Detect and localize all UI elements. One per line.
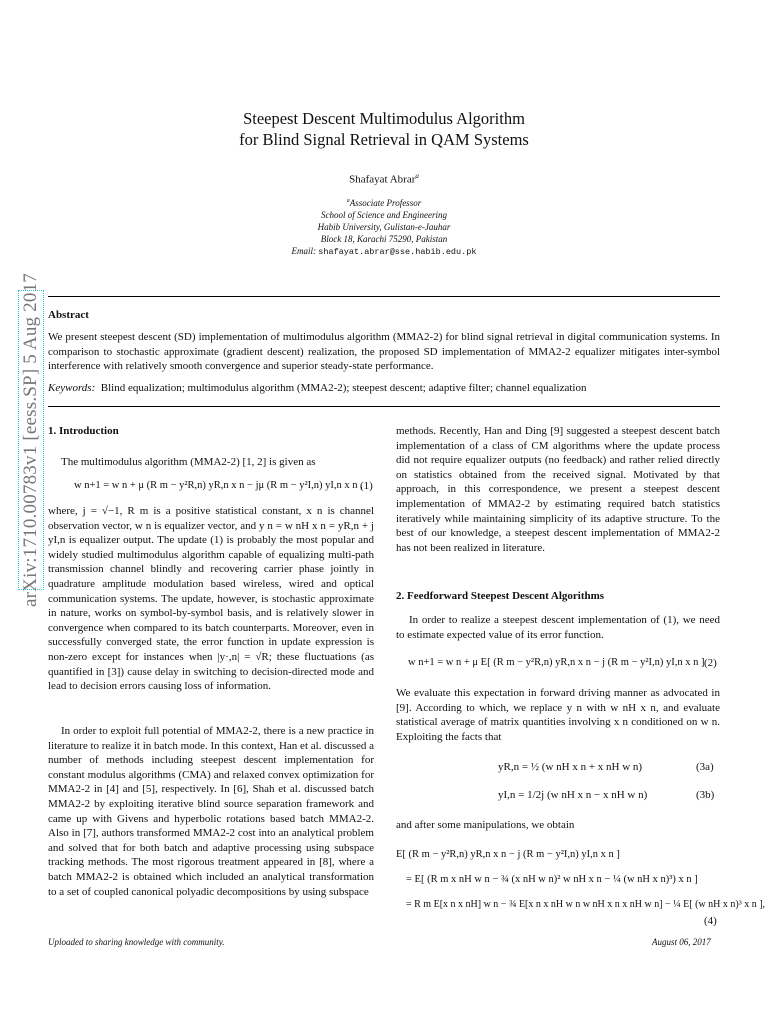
section-introduction-heading: 1. Introduction [48, 425, 119, 437]
arxiv-stamp: arXiv:1710.00783v1 [eess.SP] 5 Aug 2017 [20, 273, 41, 607]
affiliation-email: Email: shafayat.abrar@sse.habib.edu.pk [291, 246, 477, 257]
affiliation-mark: a [346, 198, 350, 204]
affiliation-school: School of Science and Engineering [321, 210, 447, 220]
equation-1-number: (1) [360, 480, 373, 492]
equation-4-number: (4) [704, 915, 717, 927]
right-paragraph-3: We evaluate this expectation in forward driving manner as advocated in [9]. According to which, we replace y n with w nH x n, and evaluate statistical average of matrix quantities involving x n conditioned on w n. Exploiting the facts that [396, 687, 720, 743]
footer-left: Uploaded to sharing knowledge with community. [48, 937, 225, 947]
abstract-heading: Abstract [48, 309, 89, 321]
affiliation-role: $^a$Associate Professor [346, 198, 422, 208]
equation-2: w n+1 = w n + μ E[ (R m − y²R,n) yR,n x n − j (R m − y²I,n) yI,n x n ] [408, 657, 705, 668]
equation-3a: yR,n = ½ (w nH x n + x nH w n) [498, 761, 643, 773]
author-name [0, 172, 768, 186]
intro-paragraph-2: where, j = √−1, R m is a positive statistical constant, x n is channel observation vector, w n is equalizer vector, and y n = w nH x n = yR,n + j yI,n is equalizer output. The update (1) is probably the most popular and widely studied multimodulus algorithm capable of equalizing multi-path transmission channel blindly and recovering carrier phase jointly in quadrature amplitude modulation based wireless, wired and optical communication systems. The update, however, is stochastic approximate in nature, works on symbol-by-symbol basis, and is relatively slower in convergence when compared to its batch counterparts. Moreover, even in successfully converged state, the error function in update expression is non-zero except for instances when |y·,n| = √R; these fluctuations (as quantified in [3]) cause delay in switching to decision-directed mode and lead to decision errors causing loss of information. [48, 505, 374, 693]
author-text: Shafayat Abrar [349, 173, 416, 186]
email-link[interactable]: shafayat.abrar@sse.habib.edu.pk [318, 247, 477, 257]
author-mark: a [415, 172, 419, 180]
equation-4-line-2: = E[ (R m x nH w n − ¾ (x nH w n)² w nH x n − ¼ (w nH x n)³) x n ] [406, 874, 698, 885]
right-paragraph-4: and after some manipulations, we obtain [396, 819, 575, 831]
paper-title [0, 108, 768, 150]
right-paragraph-1: methods. Recently, Han and Ding [9] suggested a steepest descent batch implementation of a class of CM algorithms where the update process did not require equalizer outputs (no feedback) and rather relied directly on statistics obtained from the received signal. Motivated by that approach, in this correspondence, we present a steepest descent implementation of MMA2-2 by estimating required batch statistics iteratively while maintaining simplicity of its adaptive structure. To the best of our knowledge, a steepest descent implementation of MMA2-2 has not been realized in literature. [396, 425, 720, 554]
bottom-rule [48, 406, 720, 407]
equation-3b: yI,n = 1/2j (w nH x n − x nH w n) [498, 789, 648, 801]
affiliation-university: Habib University, Gulistan-e-Jauhar [317, 222, 451, 232]
title-line-1: Steepest Descent Multimodulus Algorithm [243, 109, 525, 128]
top-rule [48, 296, 720, 297]
equation-3b-number: (3b) [696, 789, 715, 801]
equation-1: w n+1 = w n + μ (R m − y²R,n) yR,n x n − jμ (R m − y²I,n) yI,n x n , [74, 480, 363, 491]
keywords-text: Blind equalization; multimodulus algorithm (MMA2-2); steepest descent; adaptive filter; channel equalization [100, 382, 587, 394]
keywords-label: Keywords: [48, 382, 96, 394]
affiliation-block [0, 195, 768, 258]
footer-date: August 06, 2017 [652, 937, 711, 947]
intro-paragraph-3: In order to exploit full potential of MMA2-2, there is a new practice in literature to realize it in batch mode. In this context, Han et al. discussed a number of methods including steepest descent implementation for constant modulus algorithms (CMA) and relaxed convex optimization for MMA2-2 in [4] and [5], respectively. In [6], Shah et al. discussed batch MMA2-2 by exploiting iterative blind source separation framework and came up with Givens and hyperbolic rotations based batch MMA2-2. Also in [7], authors transformed MMA2-2 cost into an analytical problem and solved that for both batch and adaptive processing using subspace tracking methods. The most rigorous treatment appeared in [8], where a batch MMA2-2 is obtained which included an analytical transformation to a set of coupled canonical polyadic decompositions by using subspace [48, 725, 374, 898]
intro-paragraph-1: The multimodulus algorithm (MMA2-2) [1, 2] is given as [61, 456, 316, 468]
section-feedforward-heading: 2. Feedforward Steepest Descent Algorithms [396, 590, 605, 602]
right-paragraph-2: In order to realize a steepest descent implementation of (1), we need to estimate expected value of its error function. [396, 614, 720, 641]
abstract-text: We present steepest descent (SD) implementation of multimodulus algorithm (MMA2-2) for blind signal retrieval in digital communication systems. In comparison to stochastic approximate (gradient descent) realization, the proposed SD implementation of MMA2-2 equalizer mitigates inter-symbol interference with relatively smooth convergence and superior steady-state performance. [48, 331, 720, 372]
equation-4-line-1: E[ (R m − y²R,n) yR,n x n − j (R m − y²I,n) yI,n x n ] [396, 849, 620, 860]
equation-2-number: (2) [704, 657, 717, 669]
equation-4-line-3: = R m E[x n x nH] w n − ¾ E[x n x nH w n w nH x n x nH w n] − ¼ E[ (w nH x n)³ x n ], [406, 899, 766, 910]
affiliation-address: Block 18, Karachi 75290, Pakistan [320, 234, 448, 244]
title-line-2: for Blind Signal Retrieval in QAM Systems [239, 130, 529, 149]
equation-3a-number: (3a) [696, 761, 714, 773]
keywords-line [48, 382, 720, 394]
